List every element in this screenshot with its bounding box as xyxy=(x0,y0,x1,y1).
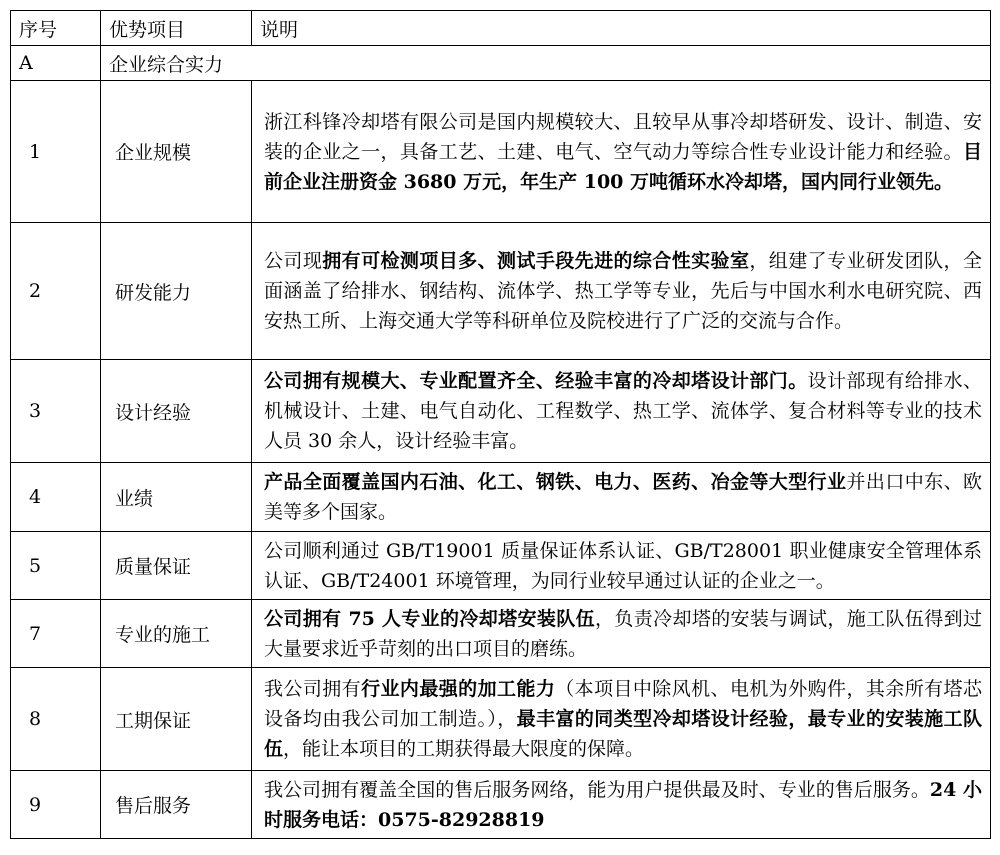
desc-text: 并出口中东、欧美等多个国家。 xyxy=(264,471,982,523)
header-item: 优势项目 xyxy=(101,11,252,46)
desc-emphasis: 目前企业注册资金 3680 万元，年生产 100 万吨循环水冷却塔，国内同行业领先。 xyxy=(264,140,982,193)
row-num: 3 xyxy=(11,360,101,463)
advantages-table xyxy=(10,10,991,839)
desc-text: ，组建了专业研发团队，全面涵盖了给排水、钢结构、流体学、热工学等专业，先后与中国水利水电研究院、西安热工所、上海交通大学等科研单位及院校进行了广泛的交流与合作。 xyxy=(264,250,982,332)
desc-emphasis: 最丰富的同类型冷却塔设计经验，最专业的安装施工队伍 xyxy=(264,708,982,760)
row-num: 9 xyxy=(11,771,101,839)
desc-text: 我公司拥有覆盖全国的售后服务网络，能为用户提供最及时、专业的售后服务。 xyxy=(264,778,930,801)
section-id: A xyxy=(11,46,101,81)
section-title: 企业综合实力 xyxy=(101,46,991,81)
desc-text: 公司现 xyxy=(264,250,323,272)
header-desc: 说明 xyxy=(252,11,991,46)
row-num: 1 xyxy=(11,81,101,223)
desc-text: 设计部现有给排水、机械设计、土建、电气自动化、工程数学、热工学、流体学、复合材料等专业的技术人员 30 余人，设计经验丰富。 xyxy=(264,370,982,452)
table-row xyxy=(11,600,991,668)
row-num: 7 xyxy=(11,600,101,668)
desc-emphasis: 公司拥有规模大、专业配置齐全、经验丰富的冷却塔设计部门。 xyxy=(264,370,808,392)
desc-emphasis: 行业内最强的加工能力 xyxy=(361,678,556,700)
desc-emphasis: 产品全面覆盖国内石油、化工、钢铁、电力、医药、冶金等大型行业 xyxy=(264,471,847,493)
row-desc xyxy=(252,600,991,668)
row-num: 4 xyxy=(11,463,101,532)
row-item: 设计经验 xyxy=(101,360,252,463)
row-num: 8 xyxy=(11,668,101,771)
header-row xyxy=(11,11,991,46)
row-desc xyxy=(252,360,991,463)
desc-text: ，负责冷却塔的安装与调试，施工队伍得到过大量要求近乎苛刻的出口项目的磨练。 xyxy=(264,607,982,660)
row-item: 业绩 xyxy=(101,463,252,532)
desc-text: 我公司拥有 xyxy=(264,678,362,700)
row-item: 质量保证 xyxy=(101,532,252,600)
desc-text: 公司顺利通过 GB/T19001 质量保证体系认证、GB/T28001 职业健康安全管理体系认证、GB/T24001 环境管理，为同行业较早通过认证的企业之一。 xyxy=(264,539,982,592)
header-num: 序号 xyxy=(11,11,101,46)
row-item: 工期保证 xyxy=(101,668,252,771)
row-num: 2 xyxy=(11,223,101,360)
table-row xyxy=(11,223,991,360)
table-row xyxy=(11,532,991,600)
row-desc xyxy=(252,771,991,839)
desc-emphasis: 24 小时服务电话：0575-82928819 xyxy=(264,778,982,831)
desc-text: ，能让本项目的工期获得最大限度的保障。 xyxy=(283,738,645,760)
desc-text: 浙江科锋冷却塔有限公司是国内规模较大、且较早从事冷却塔研发、设计、制造、安装的企业之一，具备工艺、土建、电气、空气动力等综合性专业设计能力和经验。 xyxy=(264,110,982,163)
table-row xyxy=(11,771,991,839)
row-desc xyxy=(252,223,991,360)
table-row xyxy=(11,668,991,771)
row-desc xyxy=(252,81,991,223)
desc-emphasis: 拥有可检测项目多、测试手段先进的综合性实验室 xyxy=(322,250,750,272)
row-item: 企业规模 xyxy=(101,81,252,223)
row-item: 专业的施工 xyxy=(101,600,252,668)
row-desc xyxy=(252,668,991,771)
desc-emphasis: 公司拥有 75 人专业的冷却塔安装队伍 xyxy=(264,607,595,630)
row-desc xyxy=(252,463,991,532)
row-num: 5 xyxy=(11,532,101,600)
row-desc xyxy=(252,532,991,600)
table-row xyxy=(11,360,991,463)
table-row xyxy=(11,463,991,532)
section-row xyxy=(11,46,991,81)
desc-text: （本项目中除风机、电机为外购件，其余所有塔芯设备均由我公司加工制造。）， xyxy=(264,678,982,730)
table-row xyxy=(11,81,991,223)
row-item: 售后服务 xyxy=(101,771,252,839)
row-item: 研发能力 xyxy=(101,223,252,360)
